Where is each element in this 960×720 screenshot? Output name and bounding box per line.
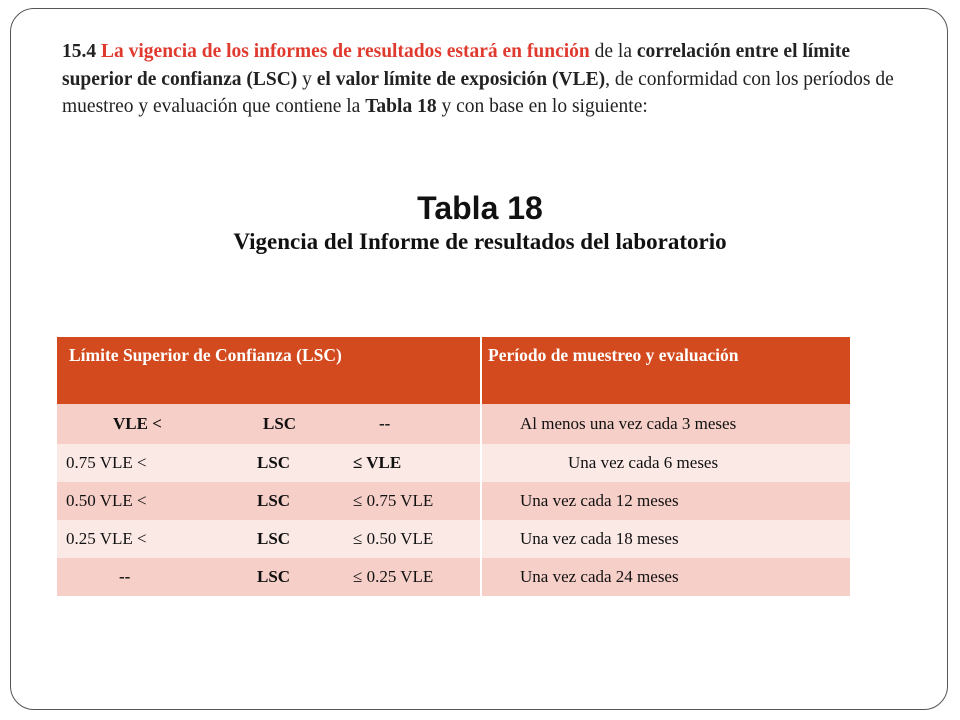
intro-text: y [297, 68, 317, 90]
lsc-label: LSC [257, 529, 291, 548]
intro-bold-text: el valor límite de exposición (VLE) [316, 68, 606, 90]
table-row [57, 482, 850, 520]
intro-bold-text: correlación entre el límite superior de confianza (LSC) [62, 41, 851, 90]
table-row [57, 558, 850, 596]
lsc-label: LSC [263, 414, 297, 433]
table-subtitle: Vigencia del Informe de resultados del laboratorio [233, 229, 727, 254]
period-cell [481, 482, 850, 520]
lower-bound: 0.25 VLE < [66, 529, 147, 548]
period-cell [481, 404, 850, 444]
table-row [57, 520, 850, 558]
upper-bound: ≤ 0.50 VLE [353, 529, 434, 548]
lower-bound: 0.50 VLE < [66, 491, 147, 510]
lsc-label: LSC [257, 491, 291, 510]
intro-paragraph [62, 38, 908, 121]
intro-text: , de conformidad con los períodos de muestreo y evaluación que contiene la [62, 68, 894, 117]
period-text: Una vez cada 6 meses [568, 453, 719, 472]
lsc-condition-cell [57, 482, 481, 520]
lsc-label: LSC [257, 453, 291, 472]
intro-text: de la [589, 41, 637, 62]
table-row [57, 444, 850, 482]
period-cell [481, 558, 850, 596]
highlighted-text: La vigencia de los informes de resultados estará en función [101, 41, 590, 62]
table-row [57, 404, 850, 444]
header-period: Período de muestreo y evaluación [481, 337, 850, 404]
upper-bound: ≤ VLE [353, 453, 402, 472]
lsc-condition-cell [57, 558, 481, 596]
header-lsc: Límite Superior de Confianza (LSC) [57, 337, 481, 404]
lsc-condition-cell [57, 404, 481, 444]
period-text: Una vez cada 12 meses [520, 491, 679, 510]
period-text: Una vez cada 24 meses [520, 567, 679, 586]
intro-bold-text: Tabla 18 [365, 96, 437, 117]
vigencia-table [57, 337, 850, 596]
table-header-row [57, 337, 850, 404]
clause-number: 15.4 [62, 41, 97, 62]
upper-bound: -- [379, 414, 391, 433]
intro-text: y con base en lo siguiente: [436, 96, 648, 117]
lsc-condition-cell [57, 520, 481, 558]
period-text: Una vez cada 18 meses [520, 529, 679, 548]
lower-bound: VLE < [113, 414, 162, 433]
period-cell [481, 444, 850, 482]
table-title: Tabla 18 [417, 190, 543, 226]
upper-bound: ≤ 0.75 VLE [353, 491, 434, 510]
period-text: Al menos una vez cada 3 meses [520, 414, 737, 433]
period-cell [481, 520, 850, 558]
lower-bound: 0.75 VLE < [66, 453, 147, 472]
lsc-condition-cell [57, 444, 481, 482]
lower-bound: -- [119, 567, 131, 586]
table-title-block [0, 188, 960, 256]
upper-bound: ≤ 0.25 VLE [353, 567, 434, 586]
lsc-label: LSC [257, 567, 291, 586]
